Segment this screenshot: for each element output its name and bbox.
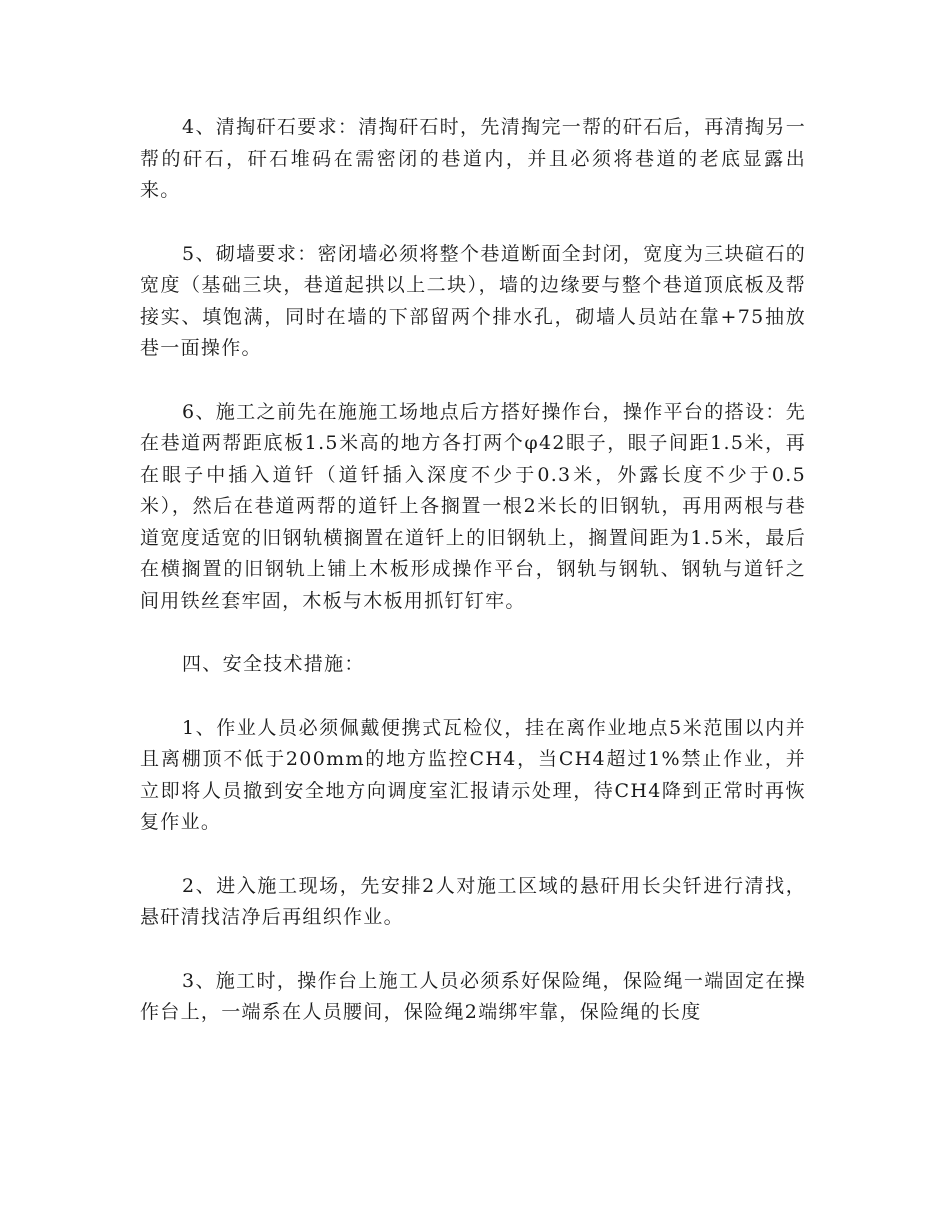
paragraph-gangue-clearing: 4、清掏矸石要求：清掏矸石时，先清掏完一帮的矸石后，再清掏另一帮的矸石，矸石堆码在需密闭的巷道内，并且必须将巷道的老底显露出来。	[140, 116, 806, 201]
section-heading-safety: 四、安全技术措施：	[182, 653, 365, 675]
paragraph-safety-rope: 3、施工时，操作台上施工人员必须系好保险绳，保险绳一端固定在操作台上，一端系在人员腰间，保险绳2端绑牢靠，保险绳的长度	[140, 969, 806, 1023]
paragraph-wall-building: 5、砌墙要求：密闭墙必须将整个巷道断面全封闭，宽度为三块碹石的宽度（基础三块，巷道起拱以上二块），墙的边缘要与整个巷道顶底板及帮接实、填饱满，同时在墙的下部留两个排水孔，砌墙人员站在靠+75抽放巷一面操作。	[140, 242, 806, 359]
paragraph-loose-rock: 2、进入施工现场，先安排2人对施工区域的悬矸用长尖钎进行清找，悬矸清找洁净后再组织作业。	[140, 874, 806, 928]
document-body	[140, 112, 806, 1061]
paragraph-work-platform: 6、施工之前先在施施工场地点后方搭好操作台，操作平台的搭设：先在巷道两帮距底板1.5米高的地方各打两个φ42眼子，眼子间距1.5米，再在眼子中插入道钎（道钎插入深度不少于0.3米，外露长度不少于0.5米），然后在巷道两帮的道钎上各搁置一根2米长的旧钢轨，再用两根与巷道宽度适宽的旧钢轨横搁置在道钎上的旧钢轨上，搁置间距为1.5米，最后在横搁置的旧钢轨上铺上木板形成操作平台，钢轨与钢轨、钢轨与道钎之间用铁丝套牢固，木板与木板用抓钉钉牢。	[140, 400, 806, 612]
paragraph-gas-monitoring: 1、作业人员必须佩戴便携式瓦检仪，挂在离作业地点5米范围以内并且离棚顶不低于200mm的地方监控CH4，当CH4超过1%禁止作业，并立即将人员撤到安全地方向调度室汇报请示处理，待CH4降到正常时再恢复作业。	[140, 716, 806, 833]
